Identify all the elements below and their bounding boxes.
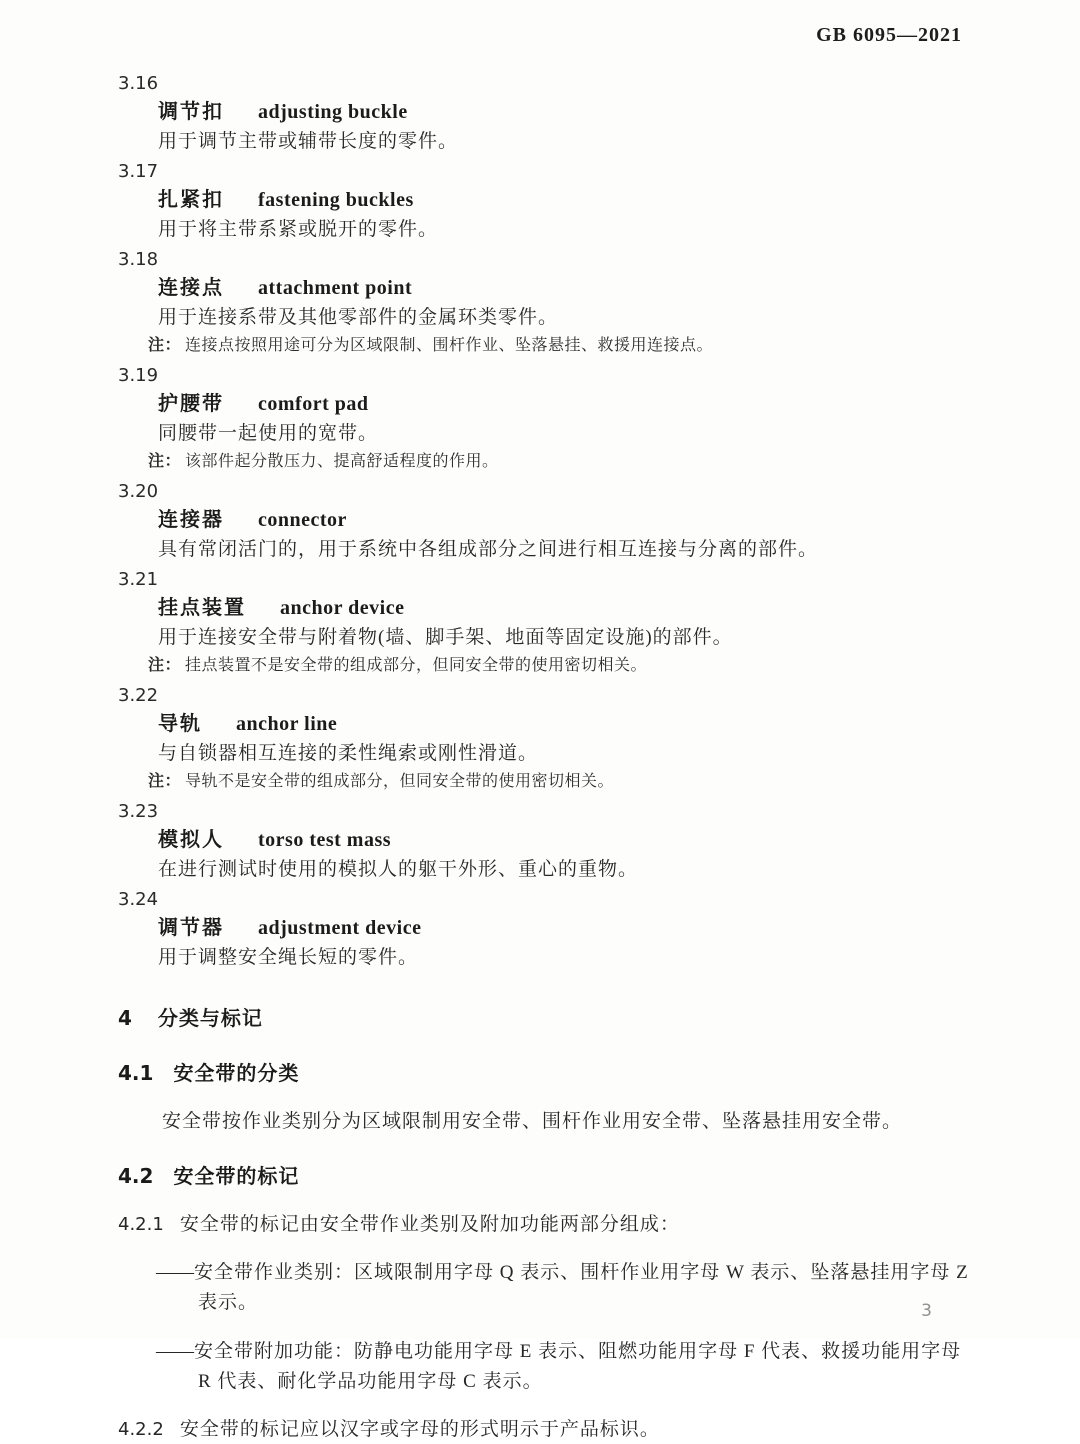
term-title — [118, 98, 970, 128]
term-definition: 用于调整安全绳长短的零件。 — [158, 947, 419, 968]
note-text: 该部件起分散压力、提高舒适程度的作用。 — [185, 453, 499, 470]
section-number: 4.1 — [118, 1061, 154, 1085]
term-title — [118, 390, 970, 420]
clause-number: 3.16 — [118, 73, 159, 94]
clause-number: 3.20 — [118, 481, 159, 502]
term-zh: 模拟人 — [158, 829, 224, 851]
term-note — [118, 448, 970, 476]
term-definition: 与自锁器相互连接的柔性绳索或刚性滑道。 — [158, 743, 539, 764]
section-title: 分类与标记 — [157, 1008, 263, 1030]
clause-number: 3.22 — [118, 685, 159, 706]
term-en: adjusting buckle — [258, 101, 408, 123]
term-zh: 导轨 — [158, 713, 202, 735]
term-definition: 同腰带一起使用的宽带。 — [158, 423, 379, 444]
term-block — [118, 158, 970, 244]
note-label: 注： — [148, 657, 182, 674]
term-zh: 调节器 — [158, 917, 224, 939]
term-block — [118, 246, 970, 360]
term-note — [118, 652, 970, 680]
dash-prefix: —— — [156, 1341, 194, 1362]
section-4-heading — [118, 1004, 970, 1033]
term-en: connector — [258, 509, 347, 531]
term-en: comfort pad — [258, 393, 369, 415]
clause-number: 3.18 — [118, 249, 159, 270]
section-number: 4.2 — [118, 1164, 154, 1188]
term-note — [118, 768, 970, 796]
dash-prefix: —— — [156, 1262, 194, 1283]
term-block — [118, 478, 970, 564]
term-block — [118, 886, 970, 972]
term-en: fastening buckles — [258, 189, 414, 211]
clause-number: 3.21 — [118, 569, 159, 590]
clause-text: 安全带的标记应以汉字或字母的形式明示于产品标识。 — [179, 1419, 660, 1440]
page-number: 3 — [921, 1301, 932, 1321]
section-4-2-heading — [118, 1162, 970, 1191]
term-definition: 用于调节主带或辅带长度的零件。 — [158, 131, 459, 152]
term-definition: 用于连接系带及其他零部件的金属环类零件。 — [158, 307, 559, 328]
note-text: 导轨不是安全带的组成部分，但同安全带的使用密切相关。 — [185, 773, 615, 790]
note-text: 挂点装置不是安全带的组成部分，但同安全带的使用密切相关。 — [185, 657, 648, 674]
term-en: adjustment device — [258, 917, 422, 939]
term-en: anchor device — [280, 597, 405, 619]
term-block — [118, 566, 970, 680]
term-en: anchor line — [236, 713, 338, 735]
term-title — [118, 826, 970, 856]
term-zh: 护腰带 — [158, 393, 224, 415]
term-definition: 用于连接安全带与附着物(墙、脚手架、地面等固定设施)的部件。 — [158, 627, 733, 648]
dash-item-text: 安全带附加功能：防静电功能用字母 E 表示、阻燃功能用字母 F 代表、救援功能用字母 R 代表、耐化学品功能用字母 C 表示。 — [194, 1341, 962, 1392]
clause-number: 3.19 — [118, 365, 159, 386]
term-zh: 挂点装置 — [158, 597, 246, 619]
term-title — [118, 274, 970, 304]
doc-code: GB 6095—2021 — [816, 24, 962, 46]
dash-item-text: 安全带作业类别：区域限制用字母 Q 表示、围杆作业用字母 W 表示、坠落悬挂用字母 Z 表示。 — [194, 1262, 969, 1313]
term-definition: 具有常闭活门的，用于系统中各组成部分之间进行相互连接与分离的部件。 — [158, 539, 819, 560]
term-title — [118, 710, 970, 740]
term-title — [118, 186, 970, 216]
term-zh: 调节扣 — [158, 101, 224, 123]
note-text: 连接点按照用途可分为区域限制、围杆作业、坠落悬挂、救援用连接点。 — [185, 337, 714, 354]
clause-number: 4.2.2 — [118, 1419, 164, 1440]
clause-number: 4.2.1 — [118, 1214, 164, 1235]
dash-item-extra-function — [118, 1337, 970, 1397]
clause-text: 安全带的标记由安全带作业类别及附加功能两部分组成： — [179, 1214, 680, 1235]
term-title — [118, 914, 970, 944]
section-title: 安全带的分类 — [173, 1063, 300, 1085]
note-label: 注： — [148, 773, 182, 790]
term-title — [118, 594, 970, 624]
term-block — [118, 682, 970, 796]
term-note — [118, 332, 970, 360]
term-zh: 连接器 — [158, 509, 224, 531]
section-4-1-heading — [118, 1059, 970, 1088]
section-title: 安全带的标记 — [173, 1166, 300, 1188]
term-block — [118, 362, 970, 476]
section-4-1-body: 安全带按作业类别分为区域限制用安全带、围杆作业用安全带、坠落悬挂用安全带。 — [162, 1111, 903, 1132]
term-block — [118, 798, 970, 884]
clause-4-2-1 — [118, 1211, 970, 1239]
clause-number: 3.23 — [118, 801, 159, 822]
term-en: torso test mass — [258, 829, 392, 851]
term-block — [118, 70, 970, 156]
term-definition: 用于将主带系紧或脱开的零件。 — [158, 219, 439, 240]
clause-4-2-2 — [118, 1416, 970, 1444]
section-number: 4 — [118, 1006, 132, 1030]
term-en: attachment point — [258, 277, 413, 299]
term-zh: 扎紧扣 — [158, 189, 224, 211]
term-zh: 连接点 — [158, 277, 224, 299]
dash-item-work-category — [118, 1258, 970, 1318]
term-title — [118, 506, 970, 536]
clause-number: 3.24 — [118, 889, 159, 910]
term-definition: 在进行测试时使用的模拟人的躯干外形、重心的重物。 — [158, 859, 639, 880]
clause-number: 3.17 — [118, 161, 159, 182]
note-label: 注： — [148, 337, 182, 354]
note-label: 注： — [148, 453, 182, 470]
